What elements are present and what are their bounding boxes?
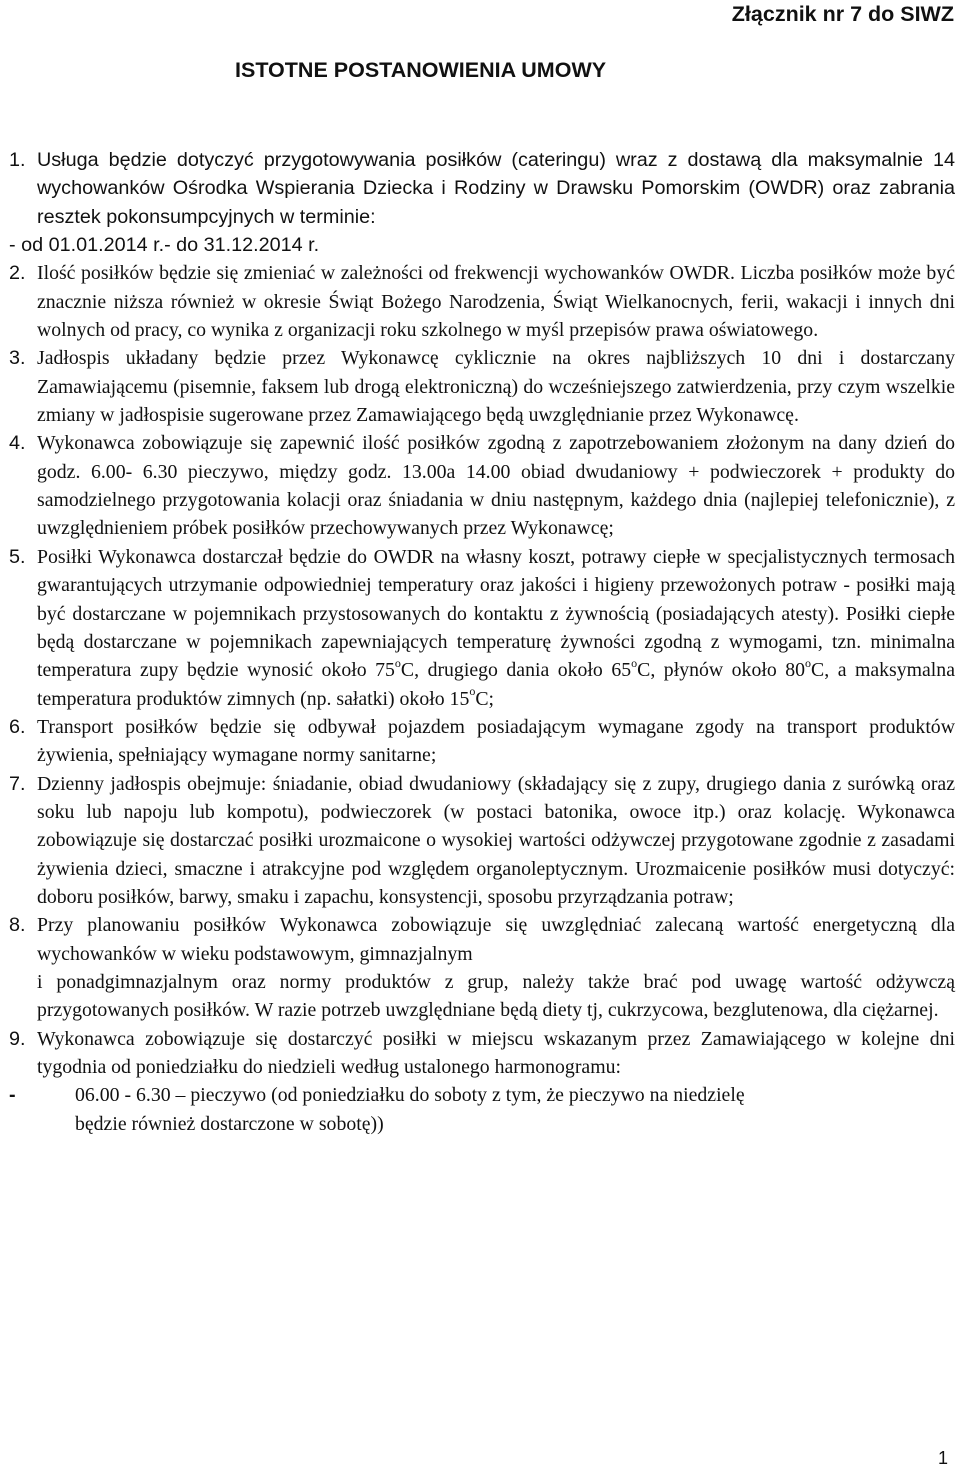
item-number: 4.: [9, 432, 26, 455]
item-number: 5.: [9, 545, 26, 568]
schedule-line: 06.00 - 6.30 – pieczywo (od poniedziałku do soboty z tym, że pieczywo na niedzielę: [75, 1084, 745, 1107]
item-number: 3.: [9, 347, 26, 370]
schedule-entry: [9, 1081, 955, 1109]
list-item-5: [9, 543, 955, 713]
list-item-9: [9, 1025, 955, 1082]
list-item-2: [9, 259, 955, 344]
degree-mark: o: [394, 655, 401, 670]
attachment-label: Złącznik nr 7 do SIWZ: [731, 2, 954, 26]
list-item-3: [9, 344, 955, 429]
item-number: 8.: [9, 914, 26, 937]
item-text-e: C;: [475, 687, 495, 710]
item-text: Transport posiłków będzie się odbywał pojazdem posiadającym wymagane zgody na transport produktów żywienia, spełniający wymagane normy sanitarne;: [37, 715, 955, 767]
item-text-d: C, a maksymalna temperatura produktów zimnych (np. sałatki) około 15: [37, 659, 955, 710]
list-item-6: [9, 713, 955, 770]
document-body: [9, 146, 955, 1138]
item-text: Dzienny jadłospis obejmuje: śniadanie, obiad dwudaniowy (składający się z zupy, drugiego dania z surówką oraz soku lub napoju lub kompotu), podwieczorek (w postaci batonika, owoce itp.) oraz kolację. Wykonawca zobowiązuje się dostarczać posiłki urozmaicone o wysokiej wartości odżywczej przygotowane zgodnie z zasadami żywienia dzieci, smaczne i atrakcyjne pod względem organoleptycznym. Urozmaicenie posiłków musi dotyczyć: doboru posiłków, barwy, smaku i zapachu, konsystencji, sposobu przyrządzania potraw;: [37, 772, 955, 908]
list-item-7: [9, 770, 955, 912]
list-item-1: [9, 146, 955, 231]
dash-bullet: -: [9, 1084, 16, 1107]
degree-mark: o: [805, 655, 812, 670]
item-number: 2.: [9, 262, 26, 285]
degree-mark: o: [631, 655, 638, 670]
item-text-b: i ponadgimnazjalnym oraz normy produktów z grup, należy także brać pod uwagę wartość odżywczą przygotowanych posiłków. W razie potrzeb uwzględniane będą diety tj, cukrzycowa, bezglutenowa, dla ciężarnej.: [37, 970, 955, 1022]
item-number: 6.: [9, 715, 26, 738]
item-text-b: C, drugiego dania około 65: [400, 659, 632, 682]
item-number: 9.: [9, 1027, 26, 1050]
schedule-continuation: będzie również dostarczone w sobotę)): [75, 1112, 384, 1135]
item-text: Usługa będzie dotyczyć przygotowywania posiłków (cateringu) wraz z dostawą dla maksymalnie 14 wychowanków Ośrodka Wspierania Dziecka i Rodziny w Drawsku Pomorskim (OWDR) oraz zabrania resztek pokonsumpcyjnych w terminie:: [37, 149, 955, 228]
item-text-a: Posiłki Wykonawca dostarczał będzie do OWDR na własny koszt, potrawy ciepłe w specjalistycznych termosach gwarantujących utrzymanie odpowiedniej temperatury oraz jakości i higieny przewożonych potraw - posiłki mają być dostarczane w pojemnikach przystosowanych do kontaktu z żywnością (posiadających atesty). Posiłki ciepłe będą dostarczane w pojemnikach zapewniających temperaturę żywności zgodną z wymogami, tzn. minimalna temperatura zupy będzie wynosić około 75: [37, 545, 955, 682]
item-text-c: C, płynów około 80: [637, 659, 806, 682]
item-text: Wykonawca zobowiązuje się dostarczyć posiłki w miejscu wskazanym przez Zamawiającego w kolejne dni tygodnia od poniedziałku do niedzieli według ustalonego harmonogramu:: [37, 1027, 955, 1078]
list-item-8: [9, 911, 955, 1024]
page-number: 1: [937, 1448, 948, 1468]
date-range: - od 01.01.2014 r.- do 31.12.2014 r.: [9, 234, 320, 257]
item-text: Ilość posiłków będzie się zmieniać w zależności od frekwencji wychowanków OWDR. Liczba posiłków może być znacznie niższa również w okresie Świąt Bożego Narodzenia, Świąt Wielkanocnych, ferii, wakacji i innych dni wolnych od pracy, co wynika z organizacji roku szkolnego w myśl przepisów prawa oświatowego.: [37, 262, 955, 342]
item-text: Jadłospis układany będzie przez Wykonawcę cyklicznie na okres najbliższych 10 dni i dostarczany Zamawiającemu (pisemnie, faksem lub drogą elektroniczną) do wcześniejszego zatwierdzenia, przy czym wszelkie zmiany w jadłospisie sugerowane przez Zamawiającego będą uwzględnianie przez Wykonawcę.: [37, 347, 955, 427]
degree-mark: o: [469, 683, 476, 698]
item-number: 7.: [9, 772, 26, 795]
item-number: 1.: [9, 149, 26, 171]
document-title: ISTOTNE POSTANOWIENIA UMOWY: [235, 58, 607, 82]
list-item-4: [9, 429, 955, 542]
item-text: Wykonawca zobowiązuje się zapewnić ilość posiłków zgodną z zapotrzebowaniem złożonym na dany dzień do godz. 6.00- 6.30 pieczywo, między godz. 13.00a 14.00 obiad dwudaniowy + podwieczorek + produkty do samodzielnego przygotowania kolacji oraz śniadania w dniu następnym, każdego dnia (najlepiej telefonicznie), z uwzględnieniem próbek posiłków przechowywanych przez Wykonawcę;: [37, 432, 955, 540]
item-text-a: Przy planowaniu posiłków Wykonawca zobowiązuje się uwzględniać zalecaną wartość energetyczną dla wychowanków w wieku podstawowym, gimnazjalnym: [37, 914, 955, 965]
